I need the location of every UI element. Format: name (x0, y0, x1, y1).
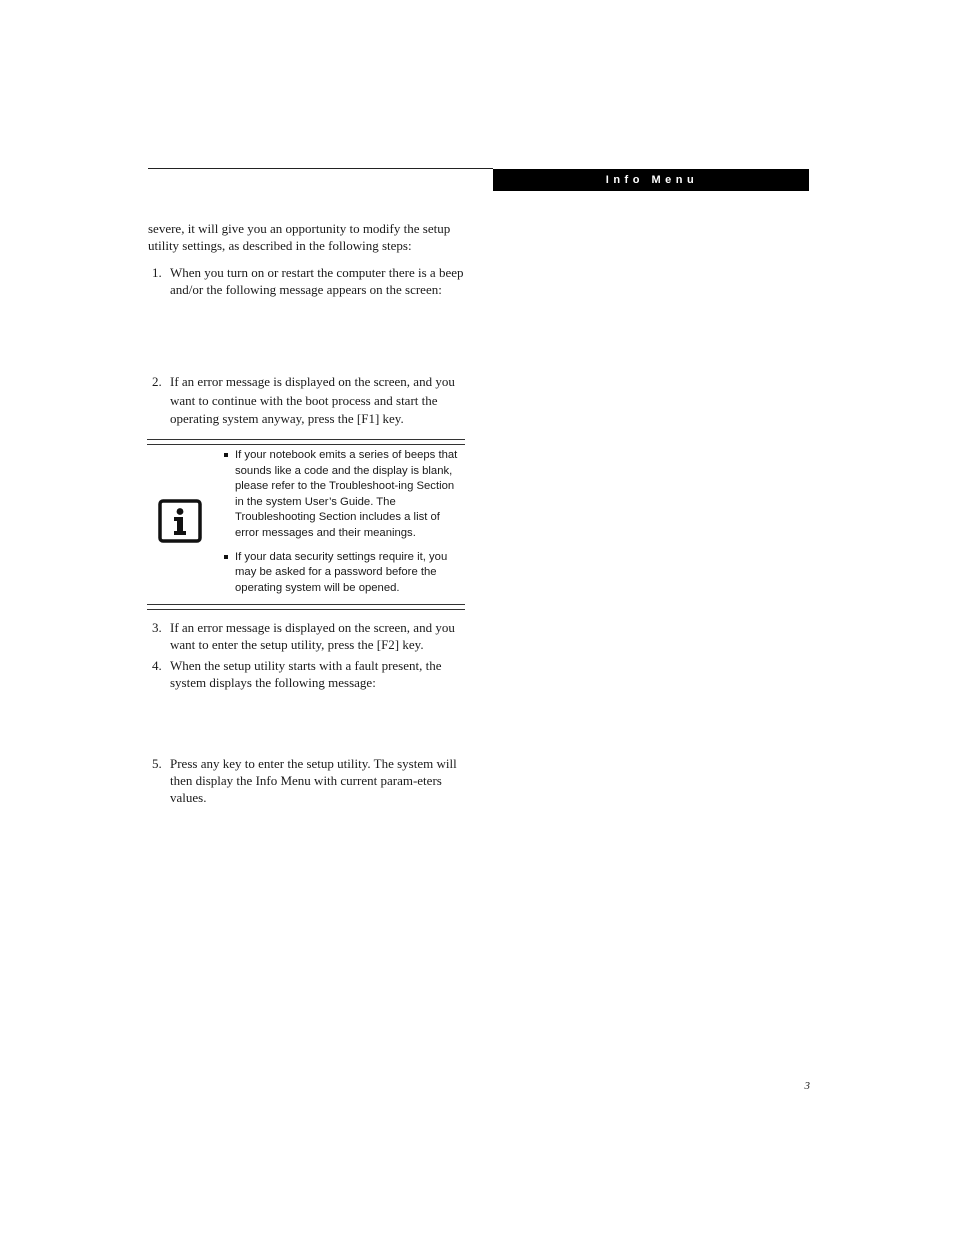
note-item (222, 448, 462, 542)
step-text: When you turn on or restart the computer there is a beep and/or the following message appears on the screen: (170, 265, 464, 297)
note-list (222, 448, 462, 604)
note-item (222, 550, 462, 597)
step-text: If an error message is displayed on the screen, and you want to enter the setup utility, press the [F2] key. (170, 620, 455, 652)
step-number: 2. (152, 374, 162, 389)
page-number: 3 (804, 1080, 810, 1092)
step-number: 4. (152, 658, 162, 673)
step-number: 5. (152, 756, 162, 771)
info-icon (158, 499, 202, 543)
note-text: If your data security settings require it, you may be asked for a password before the operating system will be opened. (235, 550, 448, 594)
note-bottom-rule (147, 604, 465, 610)
step-text: If an error message is displayed on the screen, and you want to continue with the boot process and start the operating system anyway, press the [F1] key. (170, 374, 455, 426)
header-rule (148, 168, 493, 169)
note-top-rule (147, 439, 465, 445)
step-number: 1. (152, 265, 162, 280)
bullet-icon (224, 453, 228, 457)
bullet-icon (224, 555, 228, 559)
note-text: If your notebook emits a series of beeps that sounds like a code and the display is blank, please refer to the Troubleshoot-ing Section in the system User’s Guide. The Troubleshooting Section includes a list of error messages and their meanings. (235, 449, 458, 539)
step-text: When the setup utility starts with a fault present, the system displays the following message: (170, 658, 442, 690)
step-number: 3. (152, 620, 162, 635)
step-text: Press any key to enter the setup utility. The system will then display the Info Menu with current param-eters values. (170, 756, 457, 805)
intro-paragraph: severe, it will give you an opportunity to modify the setup utility settings, as described in the following steps: (148, 221, 451, 253)
section-header: Info Menu (493, 169, 809, 191)
